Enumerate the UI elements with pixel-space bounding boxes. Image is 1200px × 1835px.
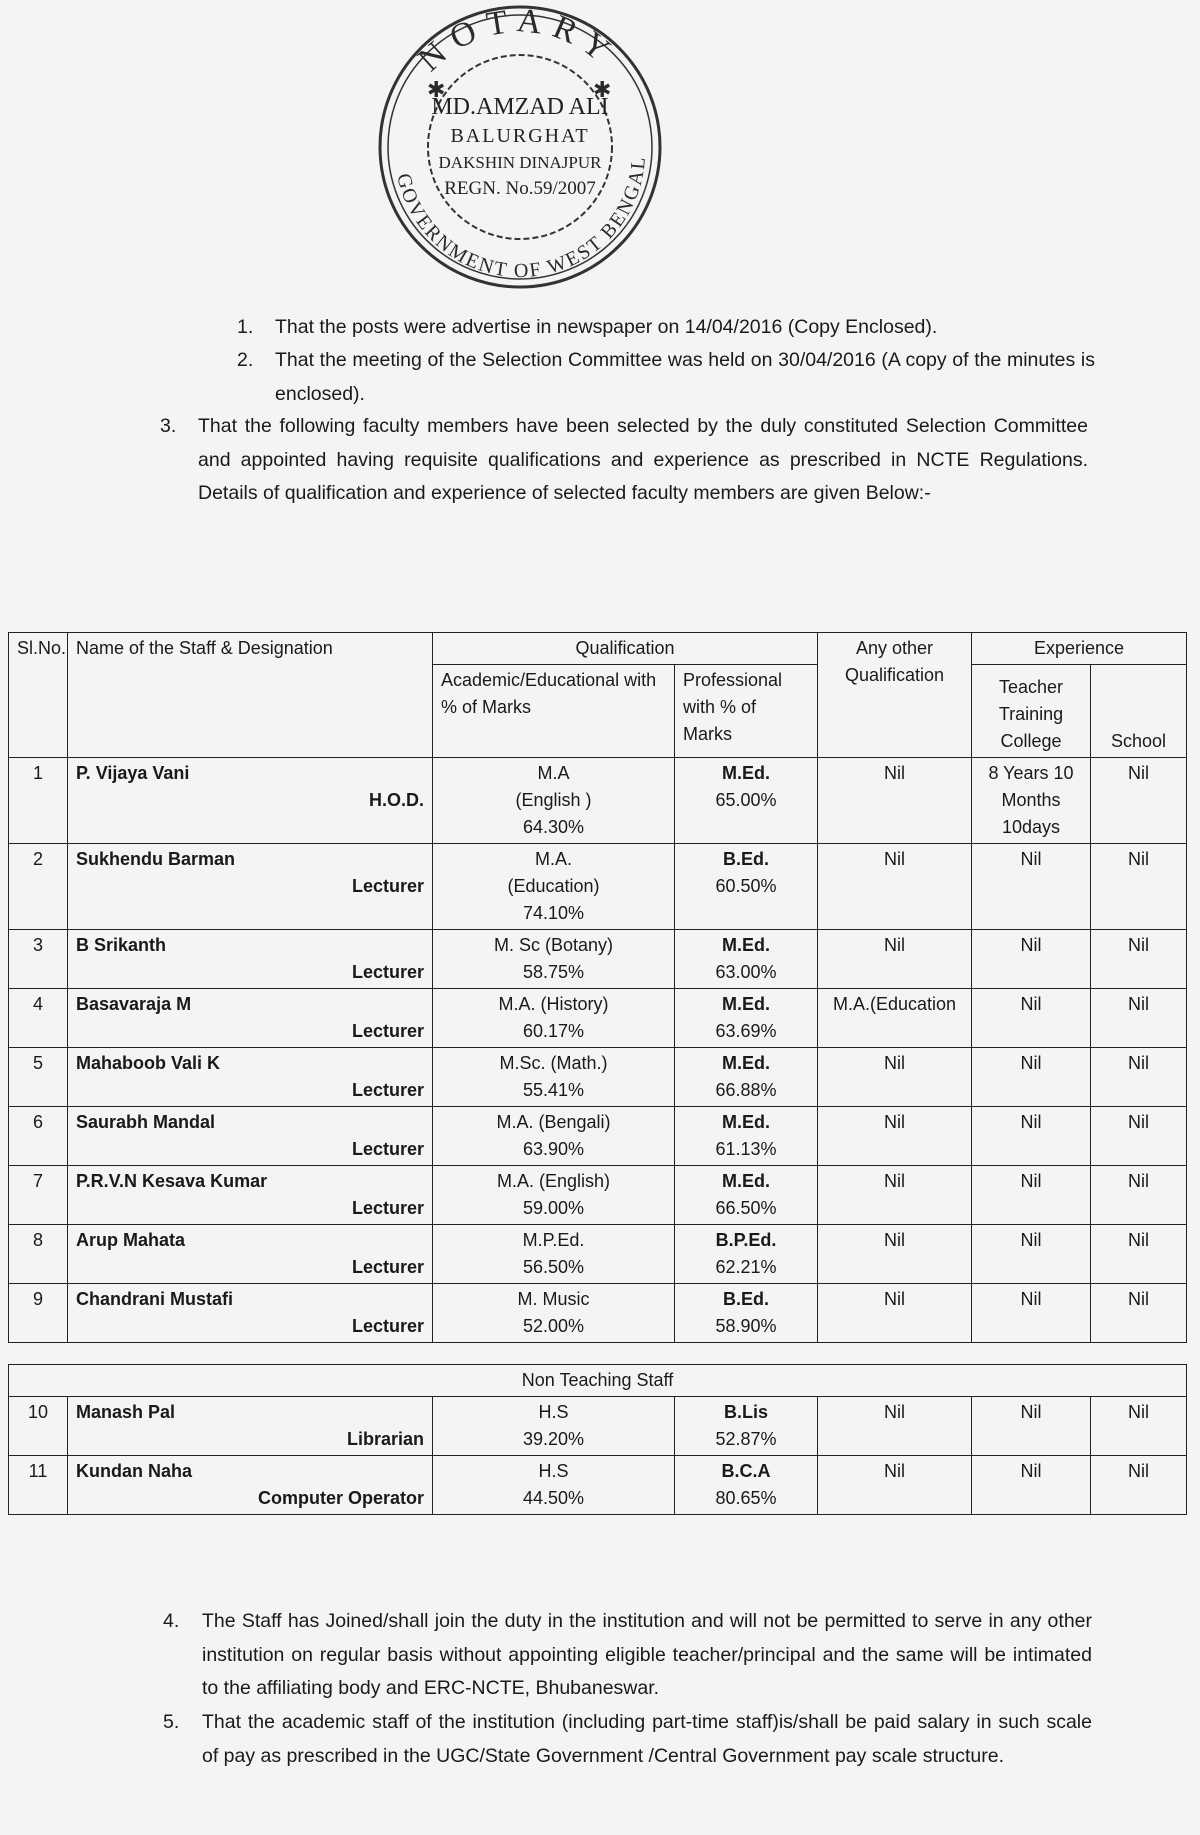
academic-line: (Education) (507, 876, 600, 896)
header-academic: Academic/Educational with % of Marks (433, 665, 675, 758)
other-qualification: Nil (884, 1289, 905, 1309)
professional-line: 65.00% (715, 790, 777, 810)
svg-text:BALURGHAT: BALURGHAT (450, 125, 590, 147)
academic-line: H.S (538, 1402, 569, 1422)
professional-cell (675, 1166, 818, 1225)
serial-cell (9, 1048, 68, 1107)
staff-designation: Lecturer (351, 962, 424, 982)
name-cell (68, 1456, 433, 1515)
other-qualification-cell (818, 1107, 972, 1166)
ttc-experience: Nil (1020, 1171, 1042, 1191)
staff-name: P. Vijaya Vani (76, 763, 190, 783)
other-qualification-cell (818, 930, 972, 989)
table-row (9, 1048, 1187, 1107)
svg-text:REGN. No.59/2007: REGN. No.59/2007 (444, 178, 596, 199)
svg-text:✱: ✱ (593, 77, 612, 102)
school-experience-cell (1091, 989, 1187, 1048)
academic-line: M.A. (English) (496, 1171, 611, 1191)
academic-line: 74.10% (522, 903, 585, 923)
table-row (9, 989, 1187, 1048)
serial-number: 3 (32, 935, 43, 955)
staff-name: Mahaboob Vali K (76, 1053, 221, 1073)
academic-cell (433, 758, 675, 844)
professional-cell (675, 930, 818, 989)
serial-cell (9, 930, 68, 989)
staff-designation: Lecturer (351, 1080, 424, 1100)
header-professional: Professional with % of Marks (675, 665, 818, 758)
serial-number: 4 (32, 994, 43, 1014)
staff-name: Manash Pal (76, 1402, 176, 1422)
school-experience: Nil (1128, 849, 1149, 869)
academic-line: M.P.Ed. (522, 1230, 585, 1250)
professional-line: 66.88% (715, 1080, 777, 1100)
academic-cell (433, 989, 675, 1048)
academic-line: 52.00% (522, 1316, 585, 1336)
academic-line: M.A. (Bengali) (496, 1112, 611, 1132)
other-qualification: Nil (884, 849, 905, 869)
academic-line: 59.00% (522, 1198, 585, 1218)
academic-cell (433, 1456, 675, 1515)
name-cell (68, 1284, 433, 1343)
professional-line: B.Lis (723, 1402, 768, 1422)
professional-cell (675, 758, 818, 844)
other-qualification: Nil (884, 1461, 905, 1481)
professional-line: M.Ed. (722, 935, 770, 955)
school-experience-cell (1091, 1284, 1187, 1343)
serial-number: 5 (32, 1053, 43, 1073)
paragraph-text: That the academic staff of the institution (including part-time staff)is/shall be paid salary in such scale of pay as prescribed in the UGC/State Government /Central Government pay scale structure. (202, 1711, 1092, 1767)
non-teaching-title: Non Teaching Staff (9, 1365, 1187, 1397)
paragraph-number: 5. (163, 1711, 180, 1733)
ttc-experience: Nil (1020, 1112, 1042, 1132)
paragraph-number: 2. (237, 349, 254, 371)
academic-line: 60.17% (522, 1021, 585, 1041)
professional-line: 61.13% (715, 1139, 777, 1159)
school-experience: Nil (1128, 1461, 1149, 1481)
academic-cell (433, 1166, 675, 1225)
academic-line: M. Music (517, 1289, 590, 1309)
table-row (9, 930, 1187, 989)
notary-seal (365, 2, 675, 292)
other-qualification-cell (818, 1225, 972, 1284)
professional-line: M.Ed. (722, 994, 770, 1014)
staff-name: P.R.V.N Kesava Kumar (76, 1171, 268, 1191)
academic-cell (433, 930, 675, 989)
table-row (9, 1456, 1187, 1515)
ttc-experience-cell (972, 1284, 1091, 1343)
paragraph-text: That the following faculty members have been selected by the duly constituted Selection Committee and appointed having requisite qualifications and experience as prescribed in NCTE Regulations. Details of qualification and experience of selected faculty members are given Below:- (198, 415, 1088, 504)
school-experience-cell (1091, 1166, 1187, 1225)
name-cell (68, 758, 433, 844)
other-qualification-cell (818, 1456, 972, 1515)
ttc-experience-cell (972, 989, 1091, 1048)
academic-line: M.Sc. (Math.) (499, 1053, 608, 1073)
header-qualification: Qualification (433, 633, 818, 665)
school-experience-cell (1091, 1225, 1187, 1284)
svg-text:✱: ✱ (427, 77, 446, 102)
svg-text:DAKSHIN DINAJPUR: DAKSHIN DINAJPUR (438, 153, 602, 172)
staff-designation: Lecturer (351, 1198, 424, 1218)
serial-number: 9 (32, 1289, 43, 1309)
school-experience-cell (1091, 1397, 1187, 1456)
school-experience-cell (1091, 844, 1187, 930)
staff-designation: H.O.D. (368, 790, 424, 810)
staff-designation: Lecturer (351, 1139, 424, 1159)
ttc-experience: 8 Years 10 Months 10days (988, 763, 1074, 837)
name-cell (68, 989, 433, 1048)
professional-line: 60.50% (715, 876, 777, 896)
academic-line: H.S (538, 1461, 569, 1481)
professional-line: 52.87% (715, 1429, 777, 1449)
academic-line: 39.20% (522, 1429, 585, 1449)
academic-line: M.A. (534, 849, 572, 869)
professional-line: 62.21% (715, 1257, 777, 1277)
serial-cell (9, 1284, 68, 1343)
ttc-experience-cell (972, 758, 1091, 844)
staff-name: Saurabh Mandal (76, 1112, 216, 1132)
professional-line: B.Ed. (722, 1289, 769, 1309)
table-row (9, 844, 1187, 930)
school-experience: Nil (1128, 1289, 1149, 1309)
professional-line: B.P.Ed. (715, 1230, 777, 1250)
professional-cell (675, 1456, 818, 1515)
staff-designation: Computer Operator (257, 1488, 424, 1508)
academic-line: (English ) (515, 790, 592, 810)
school-experience: Nil (1128, 1171, 1149, 1191)
paragraph-text: That the posts were advertise in newspaper on 14/04/2016 (Copy Enclosed). (275, 316, 938, 338)
header-name: Name of the Staff & Designation (68, 633, 433, 758)
school-experience: Nil (1128, 935, 1149, 955)
staff-name: B Srikanth (76, 935, 167, 955)
professional-line: 58.90% (715, 1316, 777, 1336)
header-other-qualification: Any other Qualification (818, 633, 972, 758)
paragraph-text: That the meeting of the Selection Committee was held on 30/04/2016 (A copy of the minutes is enclosed). (275, 349, 1095, 405)
academic-line: 58.75% (522, 962, 585, 982)
professional-cell (675, 1107, 818, 1166)
academic-line: 55.41% (522, 1080, 585, 1100)
non-teaching-staff-table (8, 1364, 1187, 1515)
professional-cell (675, 1048, 818, 1107)
name-cell (68, 1107, 433, 1166)
table-row (9, 1166, 1187, 1225)
ttc-experience-cell (972, 1397, 1091, 1456)
staff-designation: Lecturer (351, 1316, 424, 1336)
other-qualification: M.A.(Education (832, 994, 957, 1014)
serial-cell (9, 1225, 68, 1284)
svg-text:GOVERNMENT OF WEST BENGAL: GOVERNMENT OF WEST BENGAL (392, 154, 651, 283)
table-row (9, 1397, 1187, 1456)
ttc-experience-cell (972, 844, 1091, 930)
paragraph-number: 1. (237, 316, 254, 338)
ttc-experience: Nil (1020, 1289, 1042, 1309)
professional-line: M.Ed. (722, 763, 770, 783)
professional-line: M.Ed. (722, 1171, 770, 1191)
professional-line: 63.69% (715, 1021, 777, 1041)
serial-number: 6 (32, 1112, 43, 1132)
school-experience: Nil (1128, 763, 1149, 783)
other-qualification: Nil (884, 935, 905, 955)
other-qualification: Nil (884, 1112, 905, 1132)
school-experience: Nil (1128, 1112, 1149, 1132)
name-cell (68, 930, 433, 989)
professional-line: 66.50% (715, 1198, 777, 1218)
other-qualification-cell (818, 1166, 972, 1225)
other-qualification: Nil (884, 763, 905, 783)
academic-cell (433, 1397, 675, 1456)
academic-cell (433, 1284, 675, 1343)
ttc-experience: Nil (1020, 1402, 1042, 1422)
other-qualification: Nil (884, 1402, 905, 1422)
academic-cell (433, 1048, 675, 1107)
name-cell (68, 1225, 433, 1284)
ttc-experience: Nil (1020, 935, 1042, 955)
school-experience-cell (1091, 758, 1187, 844)
ttc-experience: Nil (1020, 994, 1042, 1014)
other-qualification: Nil (884, 1171, 905, 1191)
school-experience: Nil (1128, 994, 1149, 1014)
professional-line: 63.00% (715, 962, 777, 982)
staff-name: Sukhendu Barman (76, 849, 236, 869)
academic-line: M. Sc (Botany) (493, 935, 614, 955)
professional-line: M.Ed. (722, 1053, 770, 1073)
paragraph-number: 4. (163, 1610, 180, 1632)
academic-line: 44.50% (522, 1488, 585, 1508)
ttc-experience-cell (972, 930, 1091, 989)
header-experience: Experience (972, 633, 1187, 665)
professional-line: B.C.A (721, 1461, 771, 1481)
staff-name: Arup Mahata (76, 1230, 186, 1250)
paragraph-number: 3. (160, 415, 177, 437)
ttc-experience-cell (972, 1107, 1091, 1166)
professional-line: 80.65% (715, 1488, 777, 1508)
school-experience: Nil (1128, 1230, 1149, 1250)
serial-cell (9, 1166, 68, 1225)
teaching-staff-table (8, 632, 1187, 1343)
professional-cell (675, 1397, 818, 1456)
school-experience-cell (1091, 1048, 1187, 1107)
other-qualification: Nil (884, 1230, 905, 1250)
school-experience-cell (1091, 930, 1187, 989)
svg-text:NOTARY: NOTARY (411, 2, 625, 79)
other-qualification-cell (818, 1284, 972, 1343)
header-slno: Sl.No. (9, 633, 68, 758)
professional-cell (675, 1284, 818, 1343)
staff-designation: Lecturer (351, 1021, 424, 1041)
serial-number: 1 (32, 763, 43, 783)
other-qualification-cell (818, 1397, 972, 1456)
other-qualification-cell (818, 1048, 972, 1107)
academic-line: 63.90% (522, 1139, 585, 1159)
serial-cell (9, 1456, 68, 1515)
academic-line: M.A (537, 763, 570, 783)
school-experience: Nil (1128, 1053, 1149, 1073)
staff-name: Kundan Naha (76, 1461, 193, 1481)
professional-line: M.Ed. (722, 1112, 770, 1132)
school-experience: Nil (1128, 1402, 1149, 1422)
academic-line: M.A. (History) (498, 994, 609, 1014)
ttc-experience-cell (972, 1048, 1091, 1107)
table-row (9, 1284, 1187, 1343)
professional-line: B.Ed. (722, 849, 769, 869)
serial-cell (9, 1397, 68, 1456)
ttc-experience: Nil (1020, 1461, 1042, 1481)
name-cell (68, 1397, 433, 1456)
table-row (9, 1225, 1187, 1284)
staff-name: Basavaraja M (76, 994, 192, 1014)
ttc-experience-cell (972, 1225, 1091, 1284)
professional-cell (675, 844, 818, 930)
header-ttc: Teacher Training College (972, 665, 1091, 758)
other-qualification-cell (818, 989, 972, 1048)
serial-number: 10 (27, 1402, 49, 1422)
academic-line: 56.50% (522, 1257, 585, 1277)
other-qualification-cell (818, 758, 972, 844)
serial-number: 8 (32, 1230, 43, 1250)
serial-number: 11 (28, 1461, 48, 1481)
serial-number: 2 (32, 849, 43, 869)
ttc-experience-cell (972, 1456, 1091, 1515)
academic-cell (433, 1225, 675, 1284)
ttc-experience: Nil (1020, 1053, 1042, 1073)
serial-number: 7 (32, 1171, 43, 1191)
paragraph-text: The Staff has Joined/shall join the duty in the institution and will not be permitted to serve in any other institution on regular basis without appointing eligible teacher/principal and the same will be intimated to the affiliating body and ERC-NCTE, Bhubaneswar. (202, 1610, 1092, 1699)
academic-line: 64.30% (522, 817, 585, 837)
serial-cell (9, 758, 68, 844)
ttc-experience: Nil (1020, 1230, 1042, 1250)
academic-cell (433, 844, 675, 930)
school-experience-cell (1091, 1456, 1187, 1515)
other-qualification: Nil (884, 1053, 905, 1073)
staff-name: Chandrani Mustafi (76, 1289, 234, 1309)
staff-designation: Librarian (346, 1429, 424, 1449)
academic-cell (433, 1107, 675, 1166)
svg-text:MD.AMZAD ALI: MD.AMZAD ALI (431, 94, 609, 120)
name-cell (68, 844, 433, 930)
serial-cell (9, 844, 68, 930)
school-experience-cell (1091, 1107, 1187, 1166)
other-qualification-cell (818, 844, 972, 930)
table-row (9, 758, 1187, 844)
serial-cell (9, 989, 68, 1048)
ttc-experience: Nil (1020, 849, 1042, 869)
table-row (9, 1107, 1187, 1166)
header-school: School (1091, 665, 1187, 758)
professional-cell (675, 989, 818, 1048)
name-cell (68, 1166, 433, 1225)
staff-designation: Lecturer (351, 1257, 424, 1277)
name-cell (68, 1048, 433, 1107)
professional-cell (675, 1225, 818, 1284)
staff-designation: Lecturer (351, 876, 424, 896)
serial-cell (9, 1107, 68, 1166)
ttc-experience-cell (972, 1166, 1091, 1225)
